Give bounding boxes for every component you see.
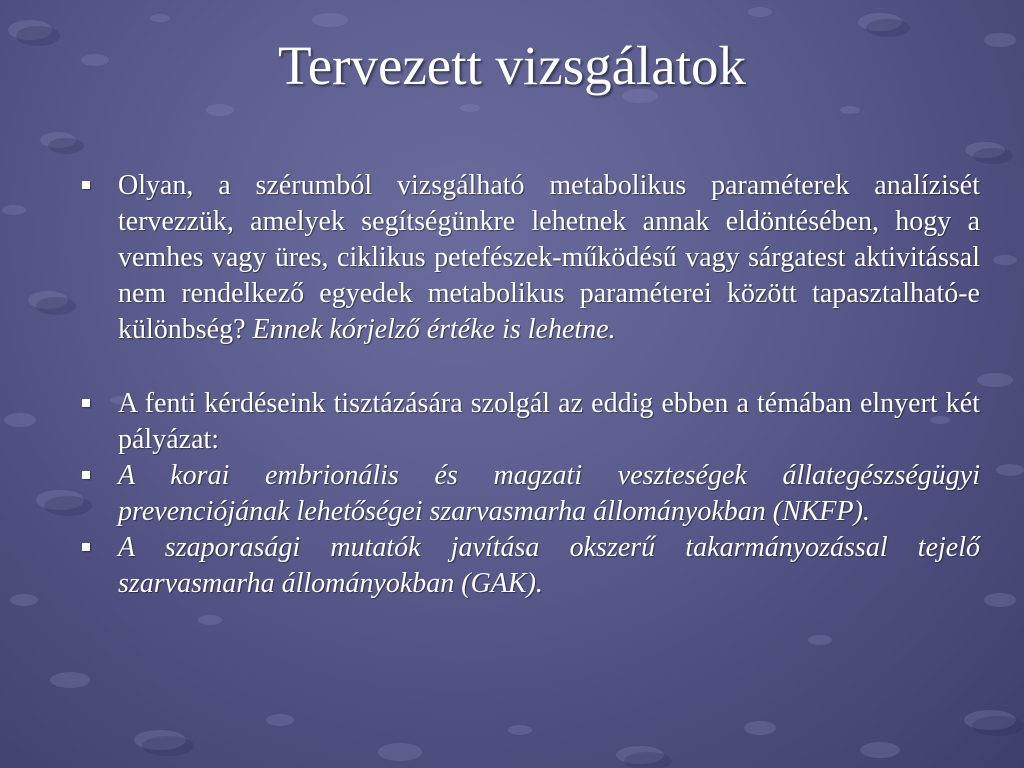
square-bullet-icon xyxy=(82,543,90,551)
bullet-1-italic-text: Ennek kórjelző értéke is lehetne. xyxy=(252,314,616,345)
bullet-item-1 xyxy=(82,168,980,348)
slide-title: Tervezett vizsgálatok xyxy=(277,35,746,96)
square-bullet-icon xyxy=(82,181,90,189)
bullet-item-2 xyxy=(82,386,980,458)
square-bullet-icon xyxy=(82,399,90,407)
bullet-item-4 xyxy=(82,530,980,602)
bullet-3-italic-text: A korai embrionális és magzati veszteségek állategészségügyi prevenciójának lehetőségei szarvasmarha állományokban (NKFP). xyxy=(118,460,980,527)
bullet-2-text: A fenti kérdéseink tisztázására szolgál az eddig ebben a témában elnyert két pályázat: xyxy=(118,388,980,455)
square-bullet-icon xyxy=(82,471,90,479)
bullet-list xyxy=(82,168,980,602)
bullet-1-text: Olyan, a szérumból vizsgálható metabolikus paraméterek analízisét tervezzük, amelyek segítségünkre lehetnek annak eldöntésében, hogy a vemhes vagy üres, ciklikus petefészek-működésű vagy sárgatest aktivitással nem rendelkező egyedek metabolikus paraméterei között tapasztalható-e különbség? xyxy=(118,170,980,345)
bullet-4-italic-text: A szaporasági mutatók javítása okszerű takarmányozással tejelő szarvasmarha állományokban (GAK). xyxy=(118,532,980,599)
bullet-item-3 xyxy=(82,458,980,530)
